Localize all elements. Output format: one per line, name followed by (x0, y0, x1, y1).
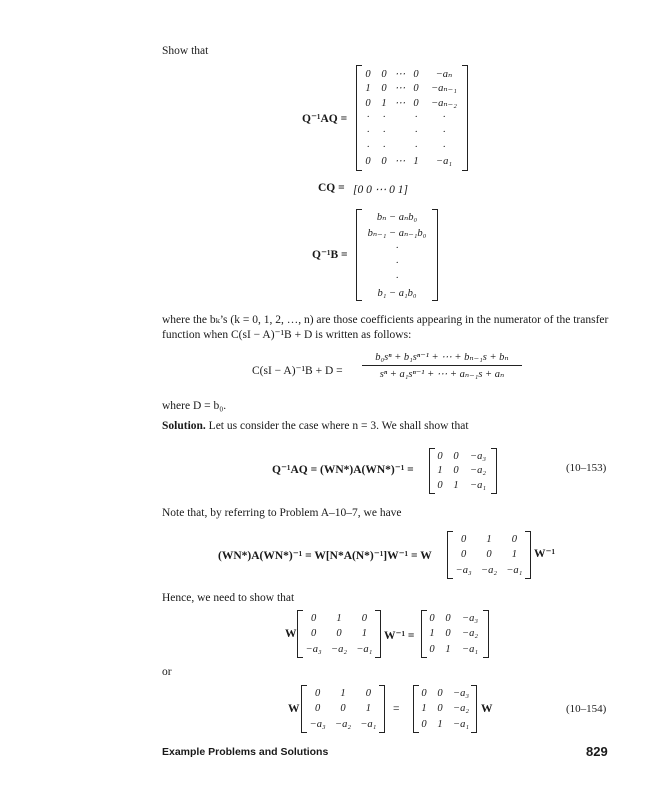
matrix-cell: 1 (340, 688, 346, 700)
matrix-cell: 0 (381, 83, 387, 95)
matrix-cell: 1 (437, 465, 443, 477)
matrix-cell: −a₂ (334, 718, 351, 730)
matrix-cell: −a₂ (462, 628, 478, 640)
matrix-cell: −a₃ (305, 643, 322, 655)
vector-entry: bₙ₋₁ − aₙ₋₁b₀ (367, 228, 427, 239)
matrix-cell: ⋯ (394, 68, 406, 80)
matrix-cell: −a₁ (506, 564, 523, 576)
matrix-cell: 0 (381, 68, 387, 80)
eq7-matrix-a (296, 609, 382, 659)
eq1-matrix (355, 64, 469, 172)
footer-section-title: Example Problems and Solutions (162, 746, 329, 758)
matrix-cell: ⋯ (394, 97, 406, 109)
vector-entry: · (395, 258, 399, 269)
matrix-cell: 0 (413, 83, 419, 95)
matrix-cell: 1 (421, 703, 427, 715)
matrix-cell: · (366, 127, 370, 139)
note-text: Note that, by referring to Problem A–10–7, we have (162, 507, 402, 519)
eq6-rhs: W⁻¹ (534, 548, 556, 560)
eq2-lhs: CQ = (318, 182, 345, 194)
matrix-cell: · (414, 127, 418, 139)
matrix-cell: · (414, 141, 418, 153)
matrix-cell: −a₂ (330, 643, 347, 655)
matrix-cell: −a₁ (360, 718, 377, 730)
matrix-cell: −a₁ (453, 718, 469, 730)
matrix-cell: 0 (365, 68, 371, 80)
solution-line (162, 420, 469, 432)
matrix-cell: 0 (365, 688, 371, 700)
eq8-matrix-b (412, 684, 478, 734)
matrix-cell: 0 (413, 97, 419, 109)
vector-entry: b₁ − a₁b₀ (377, 288, 417, 299)
matrix-cell: 0 (340, 703, 346, 715)
matrix-cell: · (382, 141, 386, 153)
matrix-cell: 0 (437, 688, 443, 700)
matrix-cell: ⋯ (394, 156, 406, 168)
matrix-cell: · (442, 141, 446, 153)
matrix-cell: 1 (445, 643, 451, 655)
matrix-cell: · (442, 112, 446, 124)
matrix-cell: · (366, 141, 370, 153)
matrix-cell: 1 (365, 83, 371, 95)
matrix-cell: 0 (315, 703, 321, 715)
matrix-cell: 0 (336, 628, 342, 640)
matrix-cell: · (382, 127, 386, 139)
matrix-cell: 0 (511, 534, 517, 546)
matrix-cell: 0 (361, 613, 367, 625)
matrix-cell: · (442, 127, 446, 139)
eq8-matrix-a (300, 684, 386, 734)
matrix-cell: −aₙ (435, 68, 453, 80)
matrix-cell: 1 (453, 480, 459, 492)
matrix-cell: 0 (365, 156, 371, 168)
matrix-cell: 1 (486, 534, 492, 546)
eq5-label: (10–153) (566, 462, 607, 474)
eq8-lhs: W (288, 703, 300, 715)
matrix-cell: 0 (461, 534, 467, 546)
eq5-matrix (428, 447, 498, 495)
matrix-cell: −a₂ (453, 703, 469, 715)
matrix-cell: 0 (445, 628, 451, 640)
eq3-lhs: Q⁻¹B = (312, 249, 348, 261)
eq8-mid: = (393, 703, 400, 715)
matrix-cell: 0 (437, 450, 443, 462)
matrix-cell: 0 (311, 613, 317, 625)
solution-text: Let us consider the case where n = 3. We shall show that (208, 420, 469, 432)
matrix-cell: 0 (381, 156, 387, 168)
matrix-cell: 0 (365, 97, 371, 109)
matrix-cell: −aₙ₋₂ (431, 97, 457, 109)
eq6-matrix (446, 530, 532, 580)
intro-text: Show that (162, 45, 209, 57)
matrix-cell: · (366, 112, 370, 124)
matrix-cell: −a₃ (453, 688, 469, 700)
solution-label: Solution. (162, 420, 206, 432)
matrix-cell: 0 (429, 643, 435, 655)
matrix-cell: −a₁ (356, 643, 373, 655)
matrix-cell: −a₂ (470, 465, 486, 477)
matrix-cell: 0 (437, 703, 443, 715)
matrix-cell: 0 (421, 718, 427, 730)
matrix-cell: · (414, 112, 418, 124)
matrix-cell: 1 (361, 628, 367, 640)
matrix-cell: 0 (413, 68, 419, 80)
where-d-text: where D = b₀. (162, 400, 227, 412)
matrix-cell: −a₃ (462, 613, 478, 625)
eq7-mid: W⁻¹ = (384, 630, 415, 642)
matrix-cell: −a₂ (480, 564, 497, 576)
matrix-cell: 0 (437, 480, 443, 492)
matrix-cell: 1 (381, 97, 387, 109)
paragraph-line-2: function when C(sI − A)⁻¹B + D is written as follows: (162, 329, 412, 341)
matrix-cell: 1 (413, 156, 419, 168)
matrix-cell: 0 (429, 613, 435, 625)
vector-entry: bₙ − aₙb₀ (376, 212, 418, 223)
or-text: or (162, 666, 172, 678)
vector-entry: · (395, 243, 399, 254)
eq6-lhs: (WN*)A(WN*)⁻¹ = W[N*A(N*)⁻¹]W⁻¹ = W (218, 550, 432, 562)
matrix-cell: 1 (365, 703, 371, 715)
matrix-cell: 0 (453, 450, 459, 462)
eq3-vector (355, 208, 439, 302)
matrix-cell: 0 (445, 613, 451, 625)
matrix-cell: 1 (429, 628, 435, 640)
matrix-cell: 0 (315, 688, 321, 700)
matrix-cell: 1 (336, 613, 342, 625)
matrix-cell: 1 (437, 718, 443, 730)
eq4-numerator: b₀sⁿ + b₁sⁿ⁻¹ + ⋯ + bₙ₋₁s + bₙ (362, 351, 522, 366)
matrix-cell: ⋯ (394, 83, 406, 95)
matrix-cell: −a₃ (470, 450, 486, 462)
eq1-lhs: Q⁻¹AQ = (302, 113, 348, 125)
matrix-cell: 0 (486, 549, 492, 561)
matrix-cell: · (382, 112, 386, 124)
matrix-cell: −a₁ (462, 643, 478, 655)
matrix-cell: 0 (311, 628, 317, 640)
matrix-cell: −aₙ₋₁ (431, 83, 457, 95)
matrix-cell: −a₃ (309, 718, 326, 730)
eq4-lhs: C(sI − A)⁻¹B + D = (252, 365, 343, 377)
matrix-cell: 0 (421, 688, 427, 700)
eq4-fraction (362, 351, 522, 380)
eq8-label: (10–154) (566, 703, 607, 715)
matrix-cell: 0 (461, 549, 467, 561)
eq8-rhs: W (481, 703, 493, 715)
eq4-denominator: sⁿ + a₁sⁿ⁻¹ + ⋯ + aₙ₋₁s + aₙ (379, 369, 505, 380)
matrix-cell: −a₃ (455, 564, 472, 576)
footer-page-number: 829 (586, 744, 608, 759)
paragraph-line-1: where the bₖ’s (k = 0, 1, 2, …, n) are those coefficients appearing in the numerator of the transfer (162, 314, 609, 326)
vector-entry: · (395, 273, 399, 284)
matrix-cell: −a₁ (436, 156, 452, 168)
eq2-rhs: [0 0 ⋯ 0 1] (353, 184, 408, 196)
paragraph-where-bk (162, 313, 612, 343)
hence-text: Hence, we need to show that (162, 592, 295, 604)
matrix-cell: 0 (453, 465, 459, 477)
eq5-lhs: Q⁻¹AQ = (WN*)A(WN*)⁻¹ = (272, 464, 414, 476)
matrix-cell: 1 (511, 549, 517, 561)
eq7-matrix-b (420, 609, 490, 659)
eq7-lhs: W (285, 628, 297, 640)
matrix-cell: −a₁ (470, 480, 486, 492)
